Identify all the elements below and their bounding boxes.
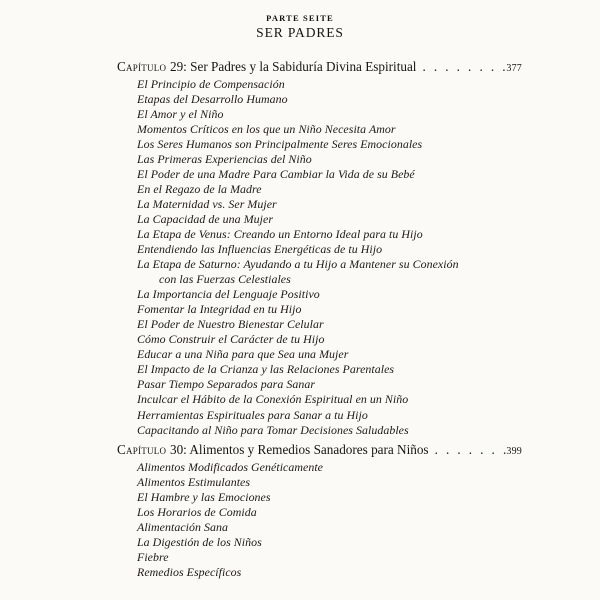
- toc-entry[interactable]: [117, 392, 522, 407]
- toc-entry-label: Alimentos Modificados Genéticamente: [137, 460, 324, 475]
- running-head: [0, 0, 600, 43]
- toc-entry-label: Capacitando al Niño para Tomar Decisiones Saludables: [137, 422, 409, 437]
- toc-entry-label: Etapas del Desarrollo Humano: [137, 92, 288, 107]
- toc-entry[interactable]: [117, 107, 522, 122]
- toc-entry-label: Herramientas Espirituales para Sanar a tu Hijo: [137, 407, 368, 422]
- toc-entry[interactable]: [117, 490, 522, 505]
- toc-entry-label: Alimentos Estimulantes: [137, 475, 251, 490]
- toc-entry[interactable]: [117, 550, 522, 565]
- chapter-heading[interactable]: [117, 440, 522, 460]
- toc-entry[interactable]: [117, 287, 522, 302]
- toc-entry-continuation: con las Fuerzas Celestiales: [159, 272, 291, 287]
- toc-entry[interactable]: [117, 182, 522, 197]
- toc-entry-label: Las Primeras Experiencias del Niño: [137, 152, 312, 167]
- toc-entry-label: El Amor y el Niño: [137, 107, 224, 122]
- toc-entry[interactable]: [117, 242, 522, 257]
- toc-entry-label: Fomentar la Integridad en tu Hijo: [137, 302, 302, 317]
- chapter-title: 29: Ser Padres y la Sabiduría Divina Espiritual: [169, 58, 417, 74]
- toc-entry-label: La Etapa de Saturno: Ayudando a tu Hijo a Mantener su Conexión: [137, 257, 459, 272]
- chapter-label: Capítulo: [117, 441, 167, 457]
- toc-entry[interactable]: [117, 377, 522, 392]
- toc-entry-label: Fiebre: [137, 550, 169, 565]
- part-label: PARTE SEITE: [266, 13, 334, 23]
- toc-entry[interactable]: [117, 565, 522, 580]
- chapter-title: 30: Alimentos y Remedios Sanadores para Niños: [169, 441, 429, 457]
- toc-entry[interactable]: [117, 475, 522, 490]
- toc-entry[interactable]: [117, 152, 522, 167]
- toc-entry[interactable]: [117, 535, 522, 550]
- toc-entry-label: La Maternidad vs. Ser Mujer: [137, 197, 277, 212]
- toc-entry[interactable]: [117, 122, 522, 137]
- toc-entry-label: Los Horarios de Comida: [137, 505, 257, 520]
- dot-leader: [435, 440, 507, 459]
- dot-leader: [422, 57, 506, 76]
- toc-entry[interactable]: [117, 227, 522, 242]
- table-of-contents: [0, 57, 600, 581]
- toc-entry-label: Remedios Específicos: [137, 565, 242, 580]
- toc-entry-label: Pasar Tiempo Separados para Sanar: [137, 377, 316, 392]
- toc-entry-label: Alimentación Sana: [137, 520, 229, 535]
- toc-entry-label: El Hambre y las Emociones: [137, 490, 271, 505]
- toc-entry-label: Los Seres Humanos son Principalmente Seres Emocionales: [137, 137, 423, 152]
- toc-entry[interactable]: [117, 302, 522, 317]
- chapter-label: Capítulo: [117, 58, 167, 74]
- toc-entry-label: La Etapa de Venus: Creando un Entorno Ideal para tu Hijo: [137, 227, 423, 242]
- toc-entry[interactable]: [117, 347, 522, 362]
- toc-entry[interactable]: [117, 212, 522, 227]
- toc-entry-label: En el Regazo de la Madre: [137, 182, 262, 197]
- toc-entry[interactable]: [117, 460, 522, 475]
- toc-entry-label: El Poder de una Madre Para Cambiar la Vida de su Bebé: [137, 167, 415, 182]
- toc-entry-label: Educar a una Niña para que Sea una Mujer: [137, 347, 349, 362]
- chapter-heading[interactable]: [117, 57, 522, 77]
- toc-entry[interactable]: [117, 362, 522, 377]
- chapter-page-number: 377: [506, 62, 522, 74]
- toc-entry-label: Entendiendo las Influencias Energéticas de tu Hijo: [137, 242, 383, 257]
- toc-entry[interactable]: [117, 423, 522, 438]
- toc-entry[interactable]: [117, 332, 522, 347]
- toc-entry-label: El Impacto de la Crianza y las Relaciones Parentales: [137, 362, 395, 377]
- toc-entry-label: Cómo Construir el Carácter de tu Hijo: [137, 332, 325, 347]
- toc-entry[interactable]: [117, 197, 522, 212]
- toc-entry-label: La Capacidad de una Mujer: [137, 212, 274, 227]
- toc-entry-label: Momentos Críticos en los que un Niño Necesita Amor: [137, 122, 396, 137]
- toc-entry[interactable]: [117, 92, 522, 107]
- toc-entry-label: El Poder de Nuestro Bienestar Celular: [137, 317, 324, 332]
- toc-entry[interactable]: [117, 167, 522, 182]
- part-title: SER PADRES: [256, 25, 344, 41]
- toc-entry[interactable]: [117, 77, 522, 92]
- toc-entry[interactable]: [117, 520, 522, 535]
- chapter-page-number: 399: [506, 445, 522, 457]
- toc-entry[interactable]: [117, 408, 522, 423]
- toc-entry-label: Inculcar el Hábito de la Conexión Espiritual en un Niño: [137, 392, 409, 407]
- toc-entry[interactable]: [117, 505, 522, 520]
- toc-entry-label: La Importancia del Lenguaje Positivo: [137, 287, 320, 302]
- toc-entry[interactable]: [117, 257, 522, 287]
- toc-entry[interactable]: [117, 137, 522, 152]
- toc-entry[interactable]: [117, 317, 522, 332]
- toc-entry-label: La Digestión de los Niños: [137, 535, 262, 550]
- toc-entry-label: El Principio de Compensación: [137, 77, 285, 92]
